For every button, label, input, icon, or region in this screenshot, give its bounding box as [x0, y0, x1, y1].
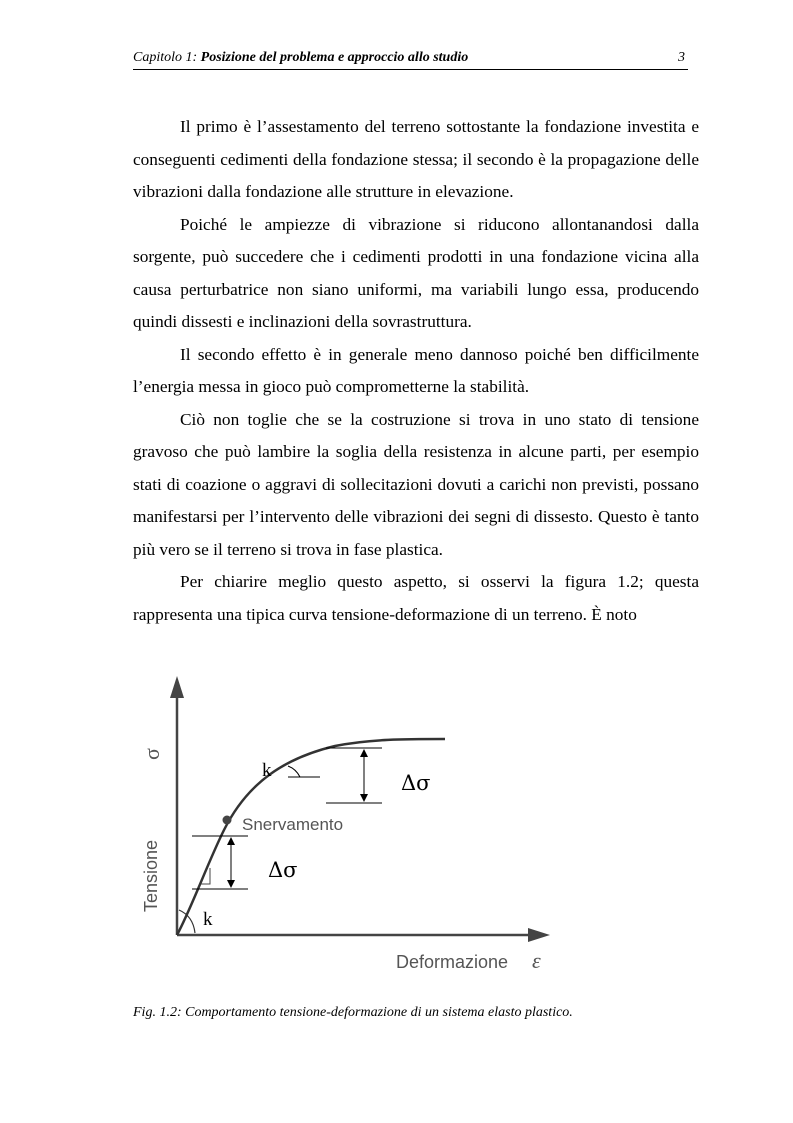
chapter-prefix: Capitolo 1: — [133, 50, 201, 65]
lower-stiffness-label: k — [203, 909, 213, 930]
body-text — [133, 111, 699, 631]
paragraph: Il secondo effetto è in generale meno dannoso poiché ben difficilmente l’energia messa in gioco può comprometterne la stabilità. — [133, 344, 699, 396]
paragraph: Il primo è l’assestamento del terreno sottostante la fondazione investita e conseguenti cedimenti della fondazione stessa; il secondo è la propagazione delle vibrazioni dalla fondazione alle strutture in elevazione. — [133, 117, 699, 201]
figure-caption: Fig. 1.2: Comportamento tensione-deformazione di un sistema elasto plastico. — [133, 1005, 573, 1020]
paragraph: Poiché le ampiezze di vibrazione si riducono allontanandosi dalla sorgente, può succedere che i cedimenti prodotti in una fondazione vicina alla causa perturbatrice non siano uniformi, ma variabili lungo essa, producendo quindi dissesti e inclinazioni della sovrastruttura. — [133, 214, 699, 331]
stress-strain-diagram — [130, 672, 570, 982]
yield-point — [223, 816, 232, 825]
upper-stiffness-arc — [288, 766, 300, 777]
chapter-title: Posizione del problema e approccio allo studio — [200, 50, 469, 65]
stress-strain-curve — [177, 739, 445, 935]
paragraph: Per chiarire meglio questo aspetto, si osservi la figura 1.2; questa rappresenta una tipica curva tensione-deformazione di un terreno. È noto — [133, 572, 699, 624]
upper-range-arrowhead-up — [360, 749, 368, 757]
lower-range-arrowhead-up — [227, 837, 235, 845]
upper-range-arrowhead-down — [360, 794, 368, 802]
lower-range-arrowhead-down — [227, 880, 235, 888]
y-axis-symbol: σ — [139, 748, 164, 760]
x-axis-symbol: ε — [532, 948, 541, 973]
y-axis-arrow — [170, 676, 184, 698]
y-axis-label: Tensione — [141, 839, 161, 912]
upper-stiffness-label: k — [262, 760, 272, 781]
page-number: 3 — [678, 50, 685, 65]
upper-delta-sigma-label: Δσ — [401, 771, 431, 795]
lower-delta-sigma-label: Δσ — [268, 858, 298, 882]
page-header — [133, 49, 688, 70]
x-axis-arrow — [528, 928, 550, 942]
stress-strain-figure — [130, 672, 570, 982]
chapter-heading — [133, 50, 468, 66]
x-axis-label: Deformazione — [396, 952, 509, 972]
paragraph: Ciò non toglie che se la costruzione si trova in uno stato di tensione gravoso che può lambire la soglia della resistenza in alcune parti, per esempio stati di coazione o aggravi di sollecitazioni dovuti a carichi non previsti, possano manifestarsi per l’intervento delle vibrazioni dei segni di dissesto. Questo è tanto più vero se il terreno si trova in fase plastica. — [133, 409, 699, 559]
yield-label: Snervamento — [242, 815, 344, 834]
